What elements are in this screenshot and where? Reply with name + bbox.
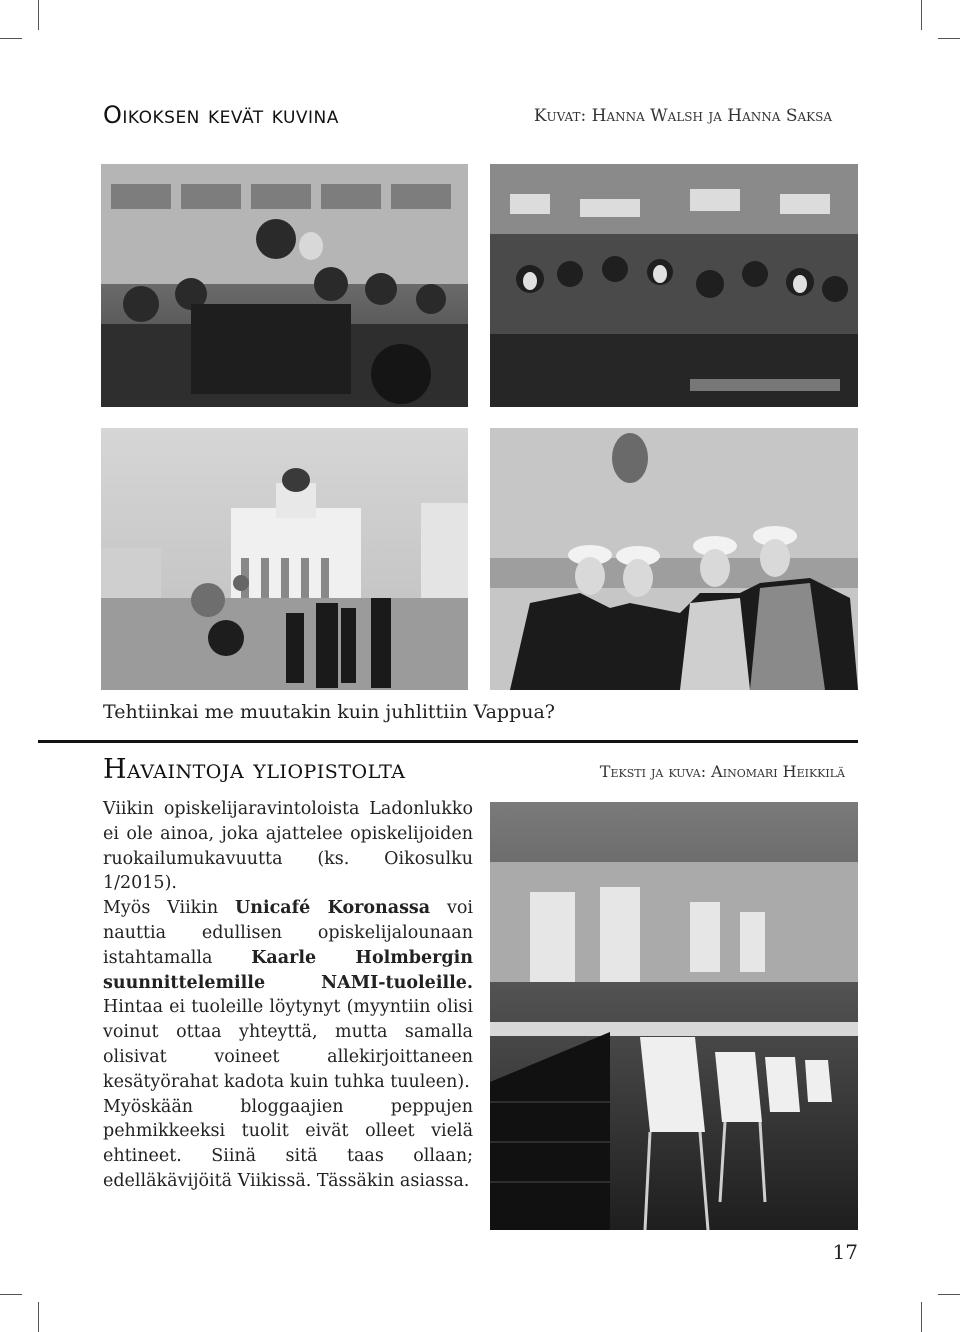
photo-pub (490, 164, 858, 407)
bold-text: Unicafé Koronassa (234, 898, 431, 919)
photo-caption: Tehtiinkai me muutakin kuin juhlittiin Vappua? (103, 701, 555, 723)
article-title: Havaintoja yliopistolta (103, 754, 406, 785)
crop-mark (921, 0, 922, 30)
crop-mark (938, 38, 960, 39)
section-divider (38, 740, 858, 743)
paragraph (103, 896, 473, 1094)
crop-mark (0, 38, 22, 39)
photo-student-caps (490, 428, 858, 690)
article-body (103, 797, 473, 1194)
crop-mark (921, 1302, 922, 1332)
bold-text: Kaarle Holmbergin suunnittelemille NAMI-tuoleille. (103, 947, 473, 993)
section-title: Oikoksen kevät kuvina (103, 101, 339, 129)
crop-mark (38, 0, 39, 30)
text-run: voi nauttia edullisen opiskelijalounaan istahtamalla (103, 898, 473, 968)
page-number: 17 (832, 1240, 858, 1264)
photo-nami-chairs (490, 802, 858, 1230)
photo-cathedral (101, 428, 468, 690)
article-credit: Teksti ja kuva: Ainomari Heikkilä (599, 762, 845, 781)
crop-mark (0, 1294, 22, 1295)
text-run: Hintaa ei tuoleille löytynyt (myyntiin olisi voinut ottaa yhteyttä, mutta samalla olisivat voineet allekirjoittaneen kesätyörahat kadota kuin tuhka tuuleen). (103, 997, 473, 1092)
photo-tractor (101, 164, 468, 407)
crop-mark (938, 1294, 960, 1295)
text-run: Myös Viikin (103, 898, 235, 919)
paragraph: Viikin opiskelijaravintoloista Ladonlukko ei ole ainoa, joka ajattelee opiskelijoiden ruokailumukavuutta (ks. Oikosulku 1/2015). (103, 799, 473, 894)
photo-credit: Kuvat: Hanna Walsh ja Hanna Saksa (533, 106, 832, 126)
paragraph: Myöskään bloggaajien peppujen pehmikkeeksi tuolit eivät olleet vielä ehtineet. Siinä sitä taas ollaan; edelläkävijöitä Viikissä. Tässäkin asiassa. (103, 1096, 473, 1191)
crop-mark (38, 1302, 39, 1332)
